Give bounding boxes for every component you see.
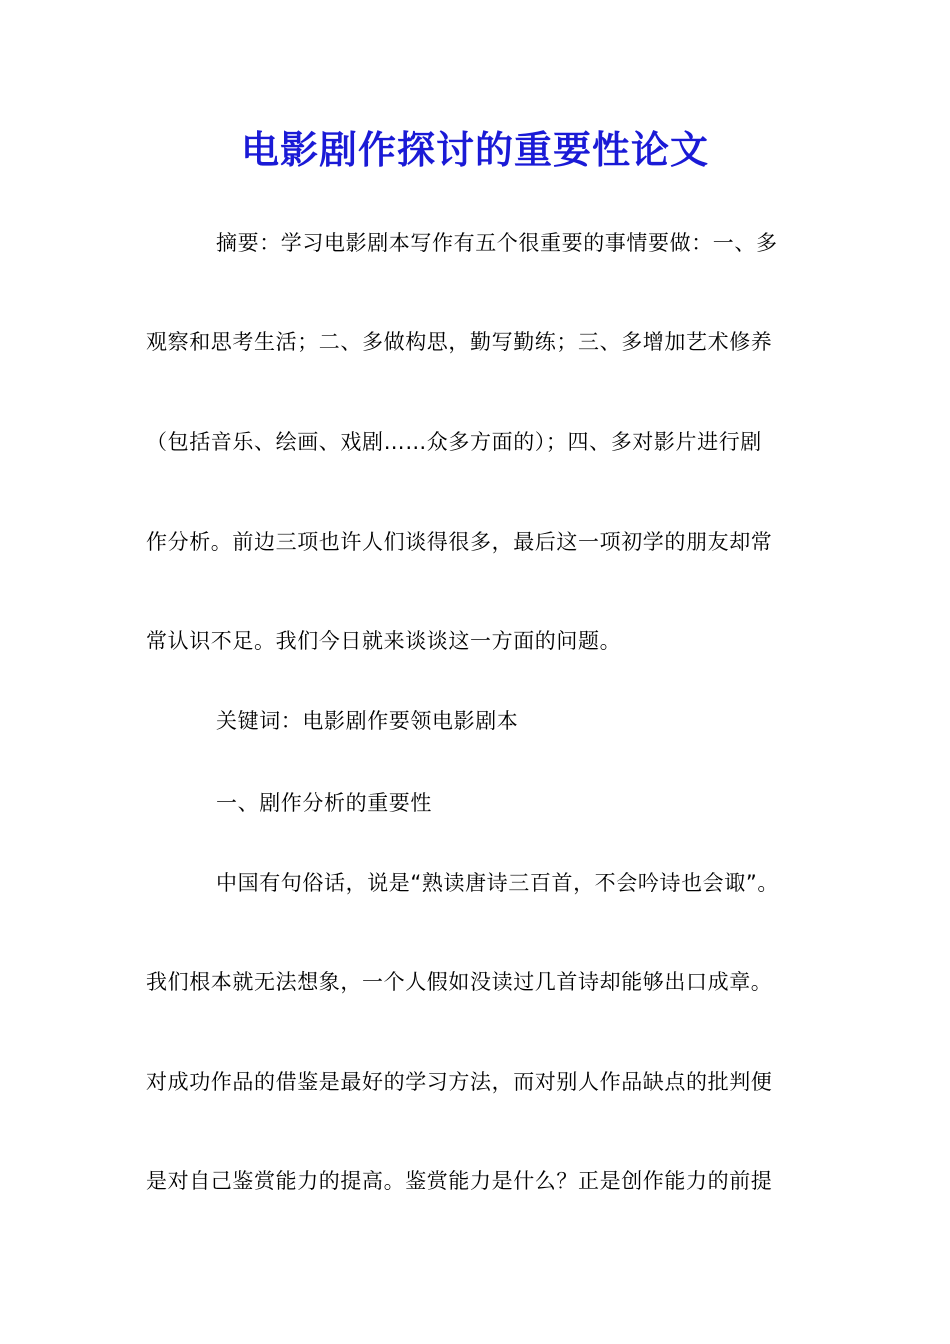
- abstract-line-3: （包括音乐、绘画、戏剧……众多方面的）；四、多对影片进行剧: [146, 430, 762, 454]
- body-line-4: 是对自己鉴赏能力的提高。鉴赏能力是什么？正是创作能力的前提: [146, 1169, 773, 1193]
- body-line-1: 中国有句俗话，说是“熟读唐诗三百首，不会吟诗也会诹”。: [216, 871, 779, 895]
- abstract-line-1: 摘要：学习电影剧本写作有五个很重要的事情要做：一、多: [216, 231, 778, 255]
- abstract-line-4: 作分析。前边三项也许人们谈得很多，最后这一项初学的朋友却常: [146, 530, 773, 554]
- body-line-2: 我们根本就无法想象，一个人假如没读过几首诗却能够出口成章。: [146, 970, 773, 994]
- abstract-line-5: 常认识不足。我们今日就来谈谈这一方面的问题。: [146, 629, 622, 653]
- document-title: 电影剧作探讨的重要性论文: [240, 127, 709, 172]
- abstract-line-2: 观察和思考生活；二、多做构思，勤写勤练；三、多增加艺术修养: [146, 330, 773, 354]
- keywords-line: 关键词：电影剧作要领电影剧本: [216, 709, 519, 733]
- body-line-3: 对成功作品的借鉴是最好的学习方法，而对别人作品缺点的批判便: [146, 1070, 773, 1094]
- section-heading: 一、剧作分析的重要性: [216, 791, 432, 815]
